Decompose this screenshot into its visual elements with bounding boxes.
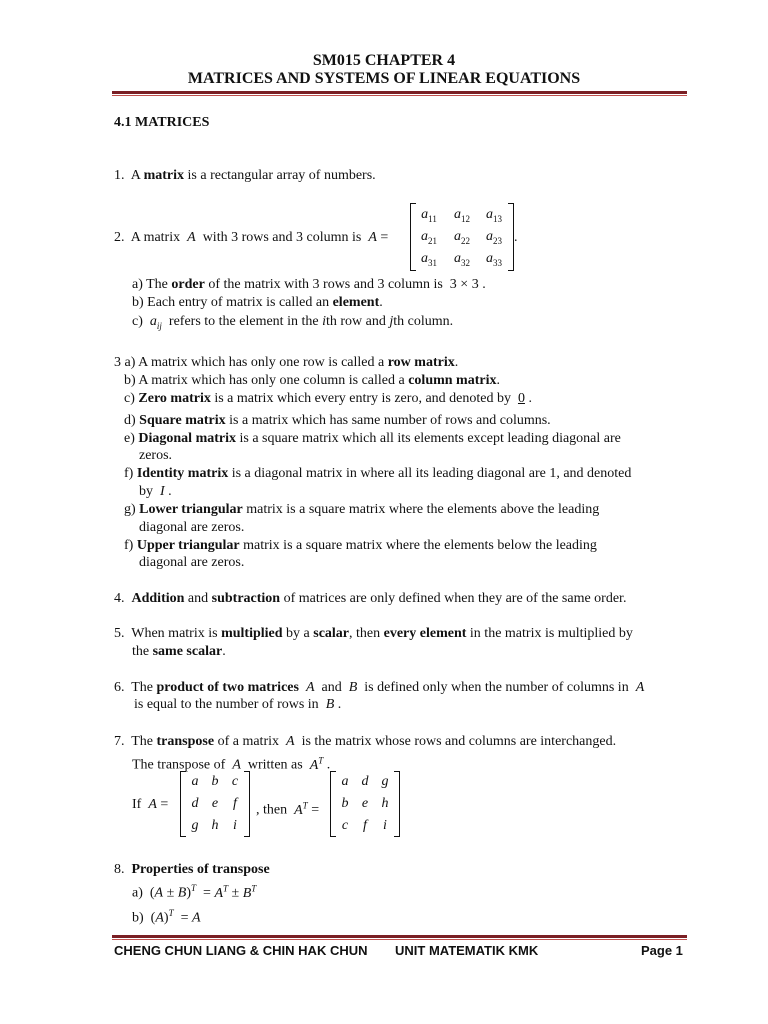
document-title-line1: SM015 CHAPTER 4 [312,52,456,69]
item-2a: a) The order of the matrix with 3 rows and 3 column is 3 × 3 . [132,277,486,292]
footer-rule [112,935,687,938]
item-3e: e) Diagonal matrix is a square matrix which all its elements except leading diagonal are [124,431,621,446]
item-2c: c) $a_{ij}$ refers to the element in the ith row and jth column. [132,314,454,331]
item-4: 4. Addition and subtraction of matrices are only defined when they are of the same order. [114,591,627,606]
item-5: 5. When matrix is multiplied by a scalar, then every element in the matrix is multiplied by [114,626,633,641]
item-2: 2. A matrix A with 3 rows and 3 column is A = [114,230,389,245]
document-title-line2: MATRICES AND SYSTEMS OF LINEAR EQUATIONS [187,70,581,87]
footer-rule-thin [112,939,687,940]
item-3g: g) Lower triangular matrix is a square matrix where the elements above the leading [124,502,600,517]
footer-authors: CHENG CHUN LIANG & CHIN HAK CHUN [114,943,368,958]
item-7: 7. The transpose of a matrix A is the matrix whose rows and columns are interchanged. [114,734,617,749]
section-heading: 4.1 MATRICES [114,115,210,130]
item-8a: a) $(A \pm B)^T = A^T \pm B^T$ [132,883,257,901]
item-3d: d) Square matrix is a matrix which has same number of rows and columns. [124,413,551,428]
item-3f: f) Identity matrix is a diagonal matrix in where all its leading diagonal are 1, and denoted [124,466,632,481]
item-3c: c) Zero matrix is a matrix which every entry is zero, and denoted by 0 . [124,391,532,406]
header-rule [112,91,687,94]
header-rule-thin [112,95,687,96]
footer-unit: UNIT MATEMATIK KMK [395,943,539,958]
matrix-a-general: $a_{11}$ $a_{12}$ $a_{13}$ $a_{21}$ $a_{22}$ $a_{23}$ $a_{31}$ $a_{32}$ $a_{33}$ [410,203,514,271]
item-8b: b) $(A)^T = A$ [132,908,201,926]
item-8: 8. Properties of transpose [114,862,270,877]
item-2b: b) Each entry of matrix is called an element. [132,295,383,310]
item-6: 6. The product of two matrices A and B is defined only when the number of columns in A [114,680,645,695]
matrix-a-transpose: a d g b e h c f i [330,771,400,837]
item-3a: 3 a) A matrix which has only one row is called a row matrix. [114,355,459,370]
item-3f2: f) Upper triangular matrix is a square matrix where the elements below the leading [124,538,597,553]
footer-page-number: Page 1 [641,943,683,958]
item-1: 1. A matrix is a rectangular array of numbers. [114,168,376,183]
item-3b: b) A matrix which has only one column is called a column matrix. [124,373,500,388]
matrix-a-example: a b c d e f g h i [180,771,250,837]
